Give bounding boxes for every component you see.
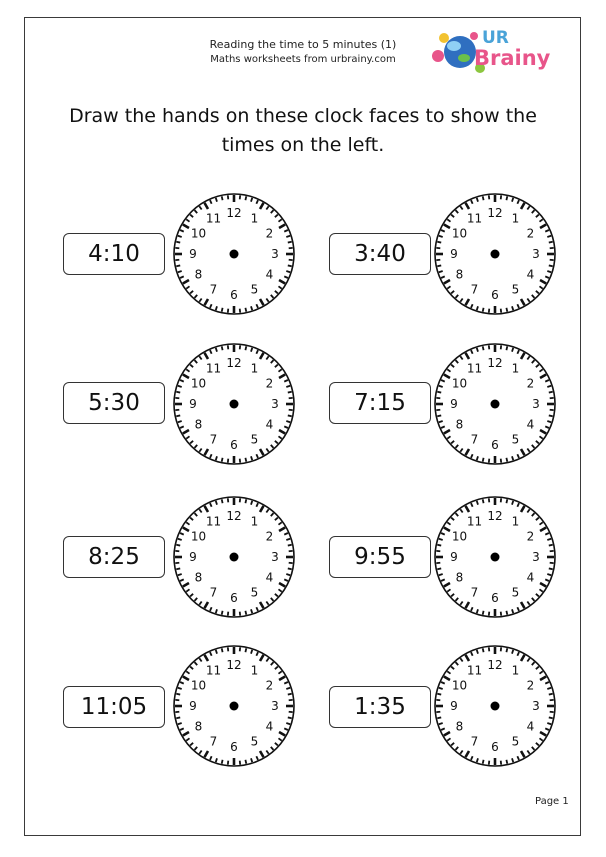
clock-numeral: 2	[265, 376, 274, 391]
minute-tick	[512, 456, 513, 460]
time-box: 7:15	[329, 382, 431, 424]
clock-numeral: 3	[271, 397, 279, 411]
clock-center-dot	[230, 400, 239, 409]
worksheet-subtitle: Maths worksheets from urbrainy.com	[210, 54, 396, 65]
minute-tick	[506, 346, 507, 350]
minute-tick	[288, 694, 292, 695]
clock-numeral: 3	[271, 247, 279, 261]
clock-numeral: 8	[194, 267, 203, 282]
minute-tick	[176, 545, 180, 546]
clock-numeral: 11	[466, 361, 483, 376]
clock-numeral: 6	[230, 591, 238, 605]
clock-numeral: 1	[511, 211, 520, 226]
urbrainy-logo	[430, 26, 550, 78]
minute-tick	[477, 306, 478, 310]
clock-numeral: 11	[205, 211, 222, 226]
minute-tick	[477, 609, 478, 613]
minute-tick	[286, 688, 290, 689]
clock-numeral: 2	[265, 529, 274, 544]
minute-tick	[286, 574, 290, 575]
minute-tick	[547, 539, 551, 540]
logo-text-ur: UR	[482, 28, 509, 48]
minute-tick	[251, 758, 252, 762]
clock-numeral: 10	[190, 376, 207, 391]
minute-tick	[288, 568, 292, 569]
minute-tick	[439, 688, 443, 689]
minute-tick	[222, 499, 223, 503]
minute-tick	[216, 198, 217, 202]
time-box: 8:25	[63, 536, 165, 578]
clock-numeral: 3	[271, 550, 279, 564]
minute-tick	[483, 196, 484, 200]
minute-tick	[477, 758, 478, 762]
clock-numeral: 7	[209, 282, 218, 297]
clock-numeral: 1	[511, 663, 520, 678]
clock-numeral: 1	[250, 361, 259, 376]
clock-numeral: 3	[532, 550, 540, 564]
clock-center-dot	[230, 553, 239, 562]
clock-numeral: 6	[491, 591, 499, 605]
minute-tick	[176, 242, 180, 243]
clock-numeral: 9	[189, 699, 197, 713]
clock-face[interactable]	[430, 641, 560, 771]
clock-numeral: 5	[511, 432, 520, 447]
minute-tick	[178, 421, 182, 422]
clock-numeral: 12	[487, 509, 503, 523]
minute-tick	[216, 609, 217, 613]
minute-tick	[437, 568, 441, 569]
clock-numeral: 1	[511, 514, 520, 529]
clock-numeral: 3	[532, 247, 540, 261]
clock-numeral: 8	[455, 417, 464, 432]
clock-face[interactable]	[430, 339, 560, 469]
minute-tick	[506, 760, 507, 764]
minute-tick	[288, 717, 292, 718]
clock-numeral: 2	[526, 226, 535, 241]
minute-tick	[251, 501, 252, 505]
page-number: Page 1	[535, 796, 569, 807]
clock-face[interactable]	[169, 492, 299, 622]
minute-tick	[178, 723, 182, 724]
clock-face[interactable]	[169, 339, 299, 469]
minute-tick	[216, 348, 217, 352]
clock-numeral: 10	[190, 226, 207, 241]
clock-numeral: 9	[189, 397, 197, 411]
minute-tick	[549, 717, 553, 718]
minute-tick	[549, 694, 553, 695]
minute-tick	[483, 760, 484, 764]
clock-numeral: 2	[526, 376, 535, 391]
time-box: 5:30	[63, 382, 165, 424]
minute-tick	[483, 499, 484, 503]
clock-numeral: 12	[226, 509, 242, 523]
clock-center-dot	[230, 250, 239, 259]
minute-tick	[512, 306, 513, 310]
minute-tick	[251, 609, 252, 613]
minute-tick	[483, 458, 484, 462]
clock-numeral: 4	[526, 719, 535, 734]
minute-tick	[286, 421, 290, 422]
minute-tick	[506, 499, 507, 503]
clock-center-dot	[230, 702, 239, 711]
time-box: 4:10	[63, 233, 165, 275]
clock-numeral: 10	[451, 678, 468, 693]
clock-numeral: 9	[450, 397, 458, 411]
minute-tick	[437, 717, 441, 718]
clock-numeral: 10	[451, 226, 468, 241]
minute-tick	[547, 421, 551, 422]
clock-numeral: 8	[194, 570, 203, 585]
clock-numeral: 9	[450, 550, 458, 564]
clock-numeral: 4	[526, 570, 535, 585]
minute-tick	[222, 308, 223, 312]
clock-numeral: 10	[190, 678, 207, 693]
minute-tick	[439, 386, 443, 387]
minute-tick	[288, 545, 292, 546]
worksheet-title: Reading the time to 5 minutes (1)	[209, 38, 397, 51]
clock-numeral: 2	[265, 226, 274, 241]
minute-tick	[439, 574, 443, 575]
time-box: 11:05	[63, 686, 165, 728]
minute-tick	[547, 574, 551, 575]
minute-tick	[178, 539, 182, 540]
minute-tick	[245, 499, 246, 503]
clock-numeral: 12	[226, 206, 242, 220]
clock-numeral: 8	[455, 267, 464, 282]
clock-center-dot	[491, 702, 500, 711]
clock-numeral: 9	[450, 247, 458, 261]
minute-tick	[222, 611, 223, 615]
clock-numeral: 3	[271, 699, 279, 713]
minute-tick	[547, 271, 551, 272]
clock-numeral: 6	[491, 288, 499, 302]
clock-numeral: 4	[526, 267, 535, 282]
clock-numeral: 7	[470, 432, 479, 447]
minute-tick	[216, 456, 217, 460]
clock-numeral: 4	[265, 719, 274, 734]
minute-tick	[437, 265, 441, 266]
clock-numeral: 6	[230, 740, 238, 754]
clock-face[interactable]	[430, 492, 560, 622]
clock-numeral: 7	[470, 734, 479, 749]
minute-tick	[251, 348, 252, 352]
minute-tick	[547, 688, 551, 689]
clock-face[interactable]	[169, 189, 299, 319]
minute-tick	[288, 265, 292, 266]
minute-tick	[288, 415, 292, 416]
clock-numeral: 11	[466, 211, 483, 226]
clock-center-dot	[491, 250, 500, 259]
clock-numeral: 6	[230, 288, 238, 302]
minute-tick	[483, 611, 484, 615]
minute-tick	[178, 688, 182, 689]
minute-tick	[251, 650, 252, 654]
clock-numeral: 4	[265, 570, 274, 585]
minute-tick	[483, 648, 484, 652]
minute-tick	[288, 242, 292, 243]
clock-numeral: 9	[189, 247, 197, 261]
minute-tick	[176, 265, 180, 266]
clock-numeral: 6	[491, 438, 499, 452]
minute-tick	[222, 760, 223, 764]
minute-tick	[439, 236, 443, 237]
time-box: 3:40	[329, 233, 431, 275]
minute-tick	[512, 501, 513, 505]
clock-numeral: 11	[205, 361, 222, 376]
clock-numeral: 7	[209, 734, 218, 749]
clock-numeral: 12	[487, 356, 503, 370]
minute-tick	[222, 346, 223, 350]
minute-tick	[251, 456, 252, 460]
minute-tick	[506, 648, 507, 652]
time-box: 1:35	[329, 686, 431, 728]
minute-tick	[176, 568, 180, 569]
clock-numeral: 11	[466, 514, 483, 529]
minute-tick	[251, 306, 252, 310]
minute-tick	[547, 723, 551, 724]
minute-tick	[437, 415, 441, 416]
clock-numeral: 3	[532, 699, 540, 713]
minute-tick	[245, 611, 246, 615]
clock-numeral: 12	[226, 356, 242, 370]
clock-numeral: 4	[265, 417, 274, 432]
clock-numeral: 1	[250, 514, 259, 529]
clock-numeral: 7	[470, 282, 479, 297]
clock-numeral: 4	[526, 417, 535, 432]
minute-tick	[245, 760, 246, 764]
minute-tick	[251, 198, 252, 202]
minute-tick	[477, 198, 478, 202]
clock-numeral: 8	[194, 719, 203, 734]
minute-tick	[506, 308, 507, 312]
minute-tick	[437, 545, 441, 546]
minute-tick	[512, 348, 513, 352]
clock-numeral: 5	[250, 282, 259, 297]
minute-tick	[549, 545, 553, 546]
time-box: 9:55	[329, 536, 431, 578]
minute-tick	[477, 501, 478, 505]
minute-tick	[222, 458, 223, 462]
clock-numeral: 12	[487, 658, 503, 672]
minute-tick	[437, 392, 441, 393]
minute-tick	[437, 694, 441, 695]
minute-tick	[216, 650, 217, 654]
minute-tick	[222, 648, 223, 652]
clock-numeral: 2	[526, 529, 535, 544]
clock-numeral: 5	[250, 734, 259, 749]
minute-tick	[549, 265, 553, 266]
minute-tick	[549, 568, 553, 569]
minute-tick	[439, 421, 443, 422]
minute-tick	[176, 694, 180, 695]
clock-face[interactable]	[430, 189, 560, 319]
minute-tick	[176, 415, 180, 416]
minute-tick	[512, 609, 513, 613]
minute-tick	[549, 392, 553, 393]
minute-tick	[216, 306, 217, 310]
minute-tick	[216, 758, 217, 762]
minute-tick	[549, 242, 553, 243]
minute-tick	[286, 386, 290, 387]
clock-numeral: 6	[491, 740, 499, 754]
minute-tick	[506, 196, 507, 200]
minute-tick	[506, 611, 507, 615]
minute-tick	[286, 236, 290, 237]
clock-numeral: 8	[455, 719, 464, 734]
minute-tick	[512, 758, 513, 762]
clock-numeral: 2	[526, 678, 535, 693]
clock-numeral: 5	[511, 585, 520, 600]
clock-center-dot	[491, 553, 500, 562]
minute-tick	[176, 392, 180, 393]
minute-tick	[178, 271, 182, 272]
minute-tick	[483, 346, 484, 350]
minute-tick	[439, 723, 443, 724]
minute-tick	[477, 456, 478, 460]
clock-numeral: 11	[205, 663, 222, 678]
minute-tick	[437, 242, 441, 243]
clock-numeral: 9	[189, 550, 197, 564]
clock-numeral: 11	[466, 663, 483, 678]
minute-tick	[245, 458, 246, 462]
instructions-text: Draw the hands on these clock faces to show the times on the left.	[69, 105, 537, 156]
clock-numeral: 1	[250, 663, 259, 678]
minute-tick	[286, 539, 290, 540]
minute-tick	[288, 392, 292, 393]
logo-text-brainy: Brainy	[474, 46, 551, 70]
clock-numeral: 8	[455, 570, 464, 585]
clock-numeral: 3	[532, 397, 540, 411]
clock-center-dot	[491, 400, 500, 409]
clock-numeral: 4	[265, 267, 274, 282]
clock-numeral: 12	[226, 658, 242, 672]
minute-tick	[547, 236, 551, 237]
clock-face[interactable]	[169, 641, 299, 771]
clock-numeral: 2	[265, 678, 274, 693]
clock-numeral: 10	[190, 529, 207, 544]
minute-tick	[245, 648, 246, 652]
minute-tick	[477, 348, 478, 352]
minute-tick	[477, 650, 478, 654]
clock-numeral: 7	[209, 432, 218, 447]
minute-tick	[439, 539, 443, 540]
minute-tick	[439, 271, 443, 272]
clock-numeral: 1	[511, 361, 520, 376]
minute-tick	[512, 198, 513, 202]
clock-numeral: 10	[451, 529, 468, 544]
minute-tick	[178, 386, 182, 387]
clock-numeral: 6	[230, 438, 238, 452]
minute-tick	[216, 501, 217, 505]
minute-tick	[483, 308, 484, 312]
minute-tick	[245, 346, 246, 350]
minute-tick	[549, 415, 553, 416]
clock-numeral: 12	[487, 206, 503, 220]
minute-tick	[506, 458, 507, 462]
clock-numeral: 8	[194, 417, 203, 432]
minute-tick	[245, 308, 246, 312]
minute-tick	[245, 196, 246, 200]
clock-numeral: 7	[470, 585, 479, 600]
minute-tick	[178, 574, 182, 575]
clock-numeral: 5	[511, 282, 520, 297]
clock-numeral: 5	[511, 734, 520, 749]
minute-tick	[512, 650, 513, 654]
clock-numeral: 11	[205, 514, 222, 529]
minute-tick	[547, 386, 551, 387]
clock-numeral: 5	[250, 585, 259, 600]
minute-tick	[176, 717, 180, 718]
clock-numeral: 9	[450, 699, 458, 713]
clock-numeral: 1	[250, 211, 259, 226]
clock-numeral: 7	[209, 585, 218, 600]
clock-numeral: 10	[451, 376, 468, 391]
minute-tick	[222, 196, 223, 200]
minute-tick	[286, 271, 290, 272]
minute-tick	[286, 723, 290, 724]
clock-numeral: 5	[250, 432, 259, 447]
minute-tick	[178, 236, 182, 237]
